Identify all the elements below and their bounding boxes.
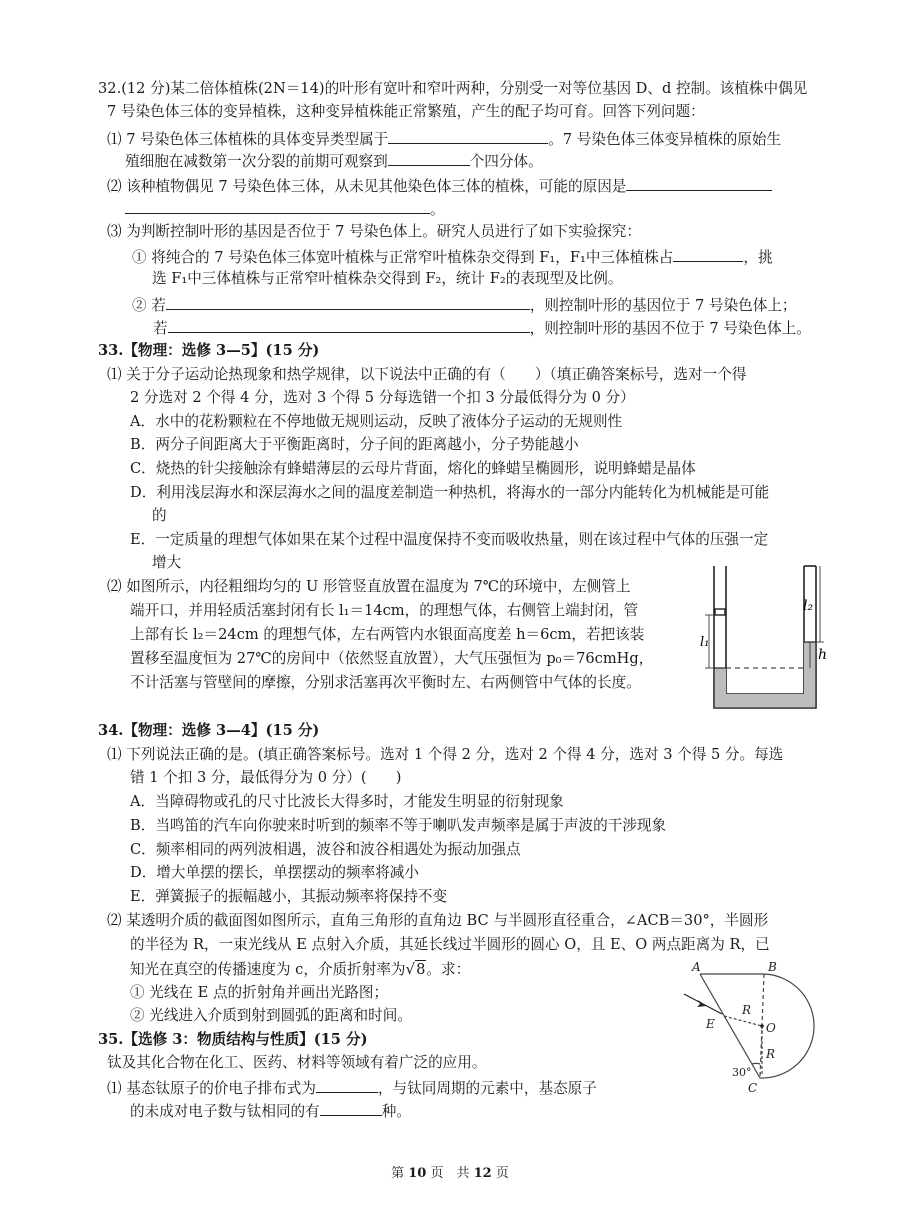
q34-p1b: 错 1 个扣 3 分，最低得分为 0 分）( ) — [130, 769, 402, 786]
q34-option-e-text: E．弹簧振子的振幅越小，其振动频率将保持不变 — [130, 888, 448, 905]
q34-option-a — [130, 792, 564, 812]
q35-title-text: 35.【选修 3：物质结构与性质】(15 分) — [98, 1031, 368, 1048]
q33-part2-line2 — [130, 601, 638, 621]
footer-a: 第 — [391, 1166, 405, 1181]
q35-intro — [107, 1053, 486, 1073]
sqrt-radicand: 8 — [416, 961, 426, 978]
q34-p1a: ⑴ 下列说法正确的是。(填正确答案标号。选对 1 个得 2 分，选对 2 个得 4 分，选对 3 个得 5 分。每选 — [107, 746, 784, 763]
q33-option-c — [130, 459, 696, 479]
q35-part1-line1 — [107, 1077, 597, 1099]
q32-part1-line2 — [125, 150, 543, 172]
piston — [715, 609, 725, 615]
q34-option-b-text: B．当鸣笛的汽车向你驶来时听到的频率不等于喇叭发声频率是属于声波的干涉现象 — [130, 817, 667, 834]
q33-option-e1-text: E．一定质量的理想气体如果在某个过程中温度保持不变而吸收热量，则在该过程中气体的压强一定 — [130, 531, 769, 548]
label-b: B — [768, 960, 777, 974]
q32-stem2-text: 7 号染色体三体的变异植株，这种变异植株能正常繁殖，产生的配子均可育。回答下列问题： — [107, 103, 705, 120]
u-tube-outer-wall — [714, 566, 816, 708]
q32-part1-line1 — [107, 128, 781, 150]
answer-blank[interactable] — [388, 150, 470, 166]
q33-part2-line4 — [130, 649, 653, 669]
q33-part2-line5 — [130, 673, 641, 693]
q33-p2-3: 上部有长 l₂＝24cm 的理想气体，左右两管内水银面高度差 h＝6cm，若把该装 — [130, 626, 645, 643]
label-r1: R — [742, 1003, 752, 1017]
q33-option-a-text: A．水中的花粉颗粒在不停地做无规则运动，反映了液体分子运动的无规则性 — [130, 413, 623, 430]
q32-stem-line2 — [107, 102, 705, 122]
q33-part2-line3 — [130, 625, 644, 645]
sqrt-symbol: √ — [405, 960, 416, 978]
answer-blank[interactable] — [125, 198, 430, 214]
q34-p2-3a: 知光在真空的传播速度为 c，介质折射率为 — [130, 961, 406, 978]
q34-option-a-text: A．当障碍物或孔的尺寸比波长大得多时，才能发生明显的衍射现象 — [130, 793, 564, 810]
q34-sub1 — [130, 983, 388, 1003]
q32-part3-line — [107, 222, 641, 242]
q32-s2d: ，则控制叶形的基因不位于 7 号染色体上。 — [529, 320, 811, 337]
q34-option-c — [130, 840, 521, 860]
q32-s1a: ① 将纯合的 7 号染色体三体宽叶植株与正常窄叶植株杂交得到 F₁，F₁中三体植株占 — [132, 249, 674, 266]
q34-option-b — [130, 816, 666, 836]
q35-p1c: 的未成对电子数与钛相同的有 — [130, 1103, 320, 1120]
q34-option-d-text: D．增大单摆的摆长，单摆摆动的频率将减小 — [130, 864, 419, 881]
q33-p1b: 2 分选对 2 个得 4 分，选对 3 个得 5 分每选错一个扣 3 分最低得分为 0 分） — [130, 389, 635, 406]
q32-step2-line2 — [153, 317, 811, 339]
label-r2: R — [766, 1047, 776, 1061]
q34-part2-line2 — [130, 935, 770, 955]
mercury-column — [715, 642, 815, 707]
label-angle: 30° — [732, 1066, 752, 1079]
q32-s2b: ，则控制叶形的基因位于 7 号染色体上； — [529, 297, 797, 314]
q34-p2-2: 的半径为 R，一束光线从 E 点射入介质，其延长线过半圆形的圆心 O，且 E、O 两点距离为 R，已 — [130, 936, 770, 953]
q32-p3: ⑶ 为判断控制叶形的基因是否位于 7 号染色体上。研究人员进行了如下实验探究： — [107, 223, 641, 240]
q33-title-text: 33.【物理：选修 3—5】(15 分) — [98, 342, 320, 359]
u-tube-figure — [700, 558, 830, 718]
q32-p1c: 殖细胞在减数第一次分裂的前期可观察到 — [125, 153, 388, 170]
q33-title — [98, 341, 319, 361]
q33-option-d-line1 — [130, 483, 769, 503]
label-a: A — [692, 960, 701, 974]
q34-title-text: 34.【物理：选修 3—4】(15 分) — [98, 722, 320, 739]
q34-part2-line3 — [130, 959, 470, 980]
q32-part2-line1 — [107, 175, 772, 197]
q35-intro-text: 钛及其化合物在化工、医药、材料等领域有着广泛的应用。 — [107, 1054, 487, 1071]
q32-part2-line2 — [125, 198, 445, 220]
answer-blank[interactable] — [320, 1100, 382, 1116]
label-e: E — [706, 1017, 715, 1031]
l2-label: l₂ — [803, 598, 814, 614]
footer-b: 页 共 — [430, 1166, 470, 1181]
answer-blank[interactable] — [168, 317, 530, 333]
q33-part1-line2 — [130, 388, 635, 408]
q32-p1b: 。7 号染色体三体变异植株的原始生 — [548, 131, 782, 148]
q35-p1d: 种。 — [381, 1103, 411, 1120]
angle-arc — [752, 1063, 760, 1064]
page-total: 12 — [473, 1166, 492, 1181]
center-point — [760, 1024, 764, 1028]
q33-p1a: ⑴ 关于分子运动论热现象和热学规律，以下说法中正确的有（ ）（填正确答案标号，选对一个得 — [107, 366, 747, 383]
q32-step2-line1 — [132, 294, 797, 316]
q34-option-d — [130, 863, 419, 883]
q32-s1b: ，挑 — [743, 249, 773, 266]
q34-option-c-text: C．频率相同的两列波相遇，波谷和波谷相遇处为振动加强点 — [130, 841, 521, 858]
q33-option-d2-text: 的 — [152, 507, 167, 524]
q32-s1c: 选 F₁中三体植株与正常窄叶植株杂交得到 F₂，统计 F₂的表现型及比例。 — [152, 270, 623, 287]
label-c: C — [748, 1081, 758, 1095]
l1-label: l₁ — [700, 635, 710, 650]
optics-figure — [660, 960, 832, 1122]
q32-p1d: 个四分体。 — [469, 153, 543, 170]
q33-part1-line1 — [107, 365, 746, 385]
q35-p1a: ⑴ 基态钛原子的价电子排布式为 — [107, 1080, 316, 1097]
u-tube-inner-wall — [726, 566, 804, 694]
answer-blank[interactable] — [388, 128, 548, 144]
q34-sub2-text: ② 光线进入介质到射到圆弧的距离和时间。 — [130, 1007, 412, 1024]
h-label: h — [818, 647, 828, 663]
q34-title — [98, 721, 319, 741]
answer-blank[interactable] — [166, 294, 530, 310]
q32-p1a: ⑴ 7 号染色体三体植株的具体变异类型属于 — [107, 131, 389, 148]
q33-p2-4: 置移至温度恒为 27℃的房间中（依然竖直放置），大气压强恒为 p₀＝76cmHg， — [130, 650, 654, 667]
q33-option-d-line2 — [152, 506, 167, 526]
q35-title — [98, 1030, 368, 1050]
q32-s2a: ② 若 — [132, 297, 166, 314]
q32-s2c: 若 — [153, 320, 168, 337]
q34-p2-1: ⑵ 某透明介质的截面图如图所示，直角三角形的直角边 BC 与半圆形直径重合，∠ACB＝30°，半圆形 — [107, 912, 769, 929]
footer-c: 页 — [495, 1166, 509, 1181]
q34-option-e — [130, 887, 447, 907]
q32-step1-line2 — [152, 269, 622, 289]
q33-option-a — [130, 412, 622, 432]
q33-option-b — [130, 435, 579, 455]
q34-sub1-text: ① 光线在 E 点的折射角并画出光路图； — [130, 984, 389, 1001]
q33-option-b-text: B．两分子间距离大于平衡距离时，分子间的距离越小，分子势能越小 — [130, 436, 579, 453]
q34-part1-line1 — [107, 745, 783, 765]
q33-option-e-line2 — [152, 553, 181, 573]
q33-p2-2: 端开口，并用轻质活塞封闭有长 l₁＝14cm，的理想气体，右侧管上端封闭，管 — [130, 602, 639, 619]
q32-p2a: ⑵ 该种植物偶见 7 号染色体三体，从未见其他染色体三体的植株，可能的原因是 — [107, 178, 627, 195]
q33-option-e-line1 — [130, 530, 768, 550]
answer-blank[interactable] — [673, 246, 743, 262]
q35-p1b: ，与钛同周期的元素中，基态原子 — [377, 1080, 597, 1097]
q34-sub2 — [130, 1006, 412, 1026]
q34-part1-line2 — [130, 768, 401, 788]
q33-option-d1-text: D．利用浅层海水和深层海水之间的温度差制造一种热机，将海水的一部分内能转化为机械能是可能 — [130, 484, 770, 501]
q34-part2-line1 — [107, 911, 768, 931]
q32-step1-line1 — [132, 246, 773, 268]
q35-part1-line2 — [130, 1100, 411, 1122]
q33-part2-line1 — [107, 577, 630, 597]
q33-p2-1: ⑵ 如图所示，内径粗细均匀的 U 形管竖直放置在温度为 7℃的环境中，左侧管上 — [107, 578, 631, 595]
q32-stem-line1 — [98, 79, 807, 99]
q32-stem1-text: 32.(12 分)某二倍体植株(2N＝14)的叶形有宽叶和窄叶两种，分别受一对等位基因 D、d 控制。该植株中偶见 — [98, 80, 808, 97]
answer-blank[interactable] — [316, 1077, 378, 1093]
q33-option-e2-text: 增大 — [152, 554, 182, 571]
q33-option-c-text: C．烧热的针尖接触涂有蜂蜡薄层的云母片背面，熔化的蜂蜡呈椭圆形，说明蜂蜡是晶体 — [130, 460, 696, 477]
page-footer — [0, 1162, 900, 1181]
q33-p2-5: 不计活塞与管壁间的摩擦，分别求活塞再次平衡时左、右两侧管中气体的长度。 — [130, 674, 641, 691]
page-number: 10 — [408, 1166, 427, 1181]
q34-p2-3c: 。求： — [426, 961, 471, 978]
q32-p2b: 。 — [430, 201, 445, 218]
answer-blank[interactable] — [626, 175, 772, 191]
label-o: O — [766, 1021, 776, 1035]
